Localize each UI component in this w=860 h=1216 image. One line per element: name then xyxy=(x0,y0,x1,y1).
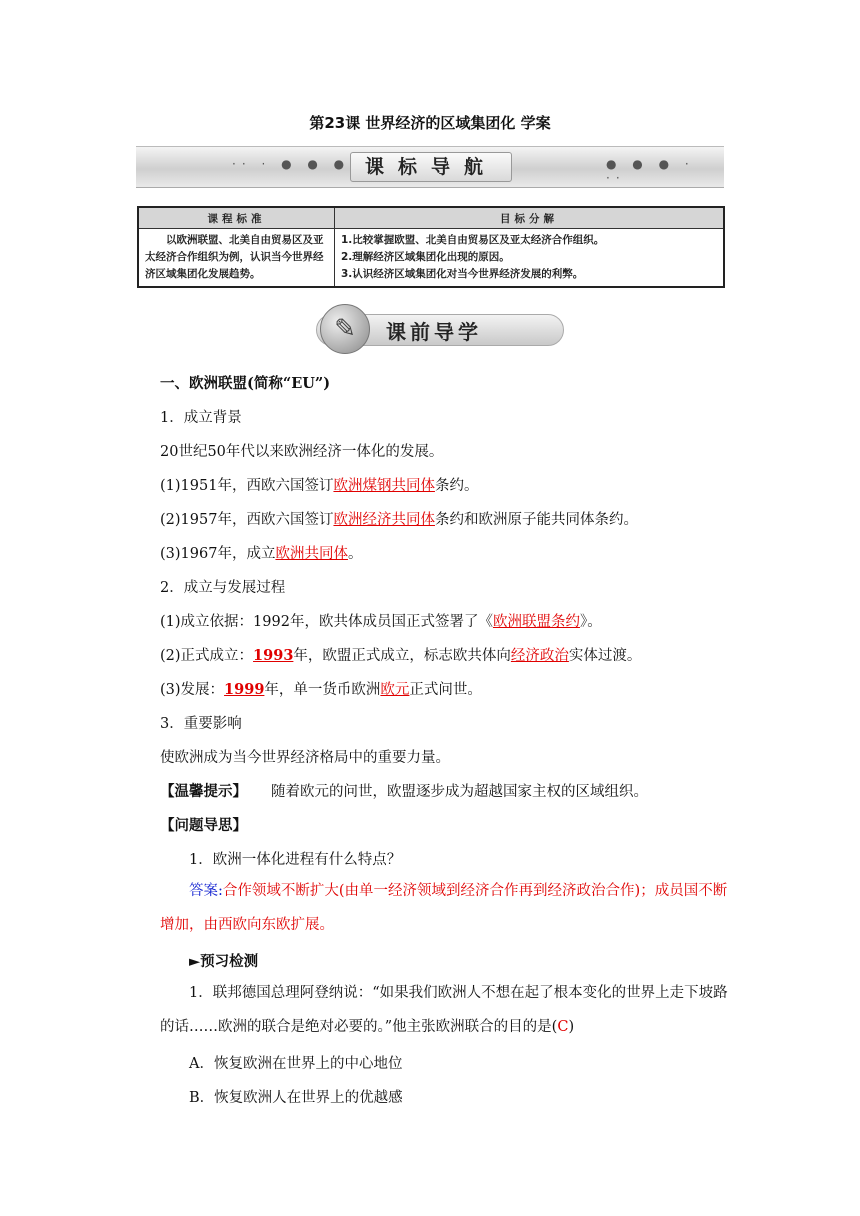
answer-label: 答案: xyxy=(189,883,223,899)
goal-item: 3.认识经济区域集团化对当今世界经济发展的利弊。 xyxy=(341,268,584,280)
page-title: 第23课 世界经济的区域集团化 学案 xyxy=(309,114,551,132)
subheading-process: 2．成立与发展过程 xyxy=(160,580,286,596)
question-text: 1．联邦德国总理阿登纳说：“如果我们欧洲人不想在起了根本变化的世界上走下坡路的话……欧洲的联合是绝对必要的。”他主张欧洲联合的目的是( xyxy=(160,985,728,1035)
multiple-choice-question xyxy=(160,976,730,1044)
list-item xyxy=(160,644,641,665)
answer xyxy=(160,874,730,942)
text: 正式问世。 xyxy=(409,682,482,698)
preview-study-banner xyxy=(296,300,566,356)
course-standard-banner xyxy=(136,146,724,188)
banner-dots-right: ● ● ● · ·· xyxy=(606,157,695,185)
text: 》。 xyxy=(579,614,602,630)
text: 年，欧盟正式成立，标志欧共体向 xyxy=(293,648,511,664)
list-item xyxy=(160,508,638,529)
banner-label: 课标导航 xyxy=(350,152,512,182)
section-heading: 一、欧洲联盟(简称“EU”) xyxy=(160,375,331,392)
text: (1)成立依据：1992年，欧共体成员国正式签署了《 xyxy=(160,614,493,630)
text: (3)发展： xyxy=(160,682,225,698)
text: (2)1957年，西欧六国签订 xyxy=(160,512,334,528)
answer-blank: 欧元 xyxy=(380,682,410,698)
answer-blank: 欧洲经济共同体 xyxy=(333,512,435,528)
answer-blank: 欧洲联盟条约 xyxy=(492,614,580,630)
option-a: A．恢复欧洲在世界上的中心地位 xyxy=(189,1056,403,1072)
text: 。 xyxy=(347,546,363,562)
answer-blank: 1999 xyxy=(224,681,265,698)
text: 实体过渡。 xyxy=(568,648,642,664)
standards-table xyxy=(137,206,725,288)
background-text: 20世纪50年代以来欧洲经济一体化的发展。 xyxy=(160,444,444,460)
option-b: B．恢复欧洲人在世界上的优越感 xyxy=(189,1090,403,1106)
check-heading: ►预习检测 xyxy=(189,953,259,970)
answer-blank: 经济政治 xyxy=(510,648,569,664)
think-heading: 【问题导思】 xyxy=(160,817,247,834)
answer-blank: 欧洲煤钢共同体 xyxy=(333,478,435,494)
answer-blank: 1993 xyxy=(253,647,294,664)
goal-item: 2.理解经济区域集团化出现的原因。 xyxy=(341,251,510,263)
books-icon: ✎ xyxy=(320,304,370,354)
text: (2)正式成立： xyxy=(160,648,254,664)
table-cell-goals xyxy=(335,229,725,288)
question-text: ) xyxy=(568,1019,575,1035)
banner-dots-left: ·· · ● ● ● xyxy=(232,157,351,171)
subheading-background: 1．成立背景 xyxy=(160,410,242,426)
answer-blank: 欧洲共同体 xyxy=(275,546,348,562)
goal-item: 1.比较掌握欧盟、北美自由贸易区及亚太经济合作组织。 xyxy=(341,234,605,246)
list-item xyxy=(160,542,362,563)
list-item xyxy=(160,610,602,631)
table-cell-standard: 以欧洲联盟、北美自由贸易区及亚太经济合作组织为例，认识当今世界经济区域集团化发展趋势。 xyxy=(138,229,335,288)
text: 条约。 xyxy=(434,478,479,494)
text: 条约和欧洲原子能共同体条约。 xyxy=(434,512,638,528)
banner-label: 课前导学 xyxy=(386,320,482,344)
question-answer: C xyxy=(557,1019,569,1035)
list-item xyxy=(160,678,482,699)
impact-text: 使欧洲成为当今世界经济格局中的重要力量。 xyxy=(160,750,450,766)
list-item xyxy=(160,474,478,495)
subheading-impact: 3．重要影响 xyxy=(160,716,242,732)
tip-label: 【温馨提示】 xyxy=(160,783,247,800)
text: (3)1967年，成立 xyxy=(160,546,276,562)
answer-text: 合作领域不断扩大(由单一经济领域到经济合作再到经济政治合作)；成员国不断增加，由西欧向东欧扩展。 xyxy=(160,883,728,933)
tip xyxy=(160,780,648,801)
question: 1．欧洲一体化进程有什么特点？ xyxy=(189,852,402,868)
table-header-standard: 课程标准 xyxy=(138,207,335,229)
text: 年，单一货币欧洲 xyxy=(264,682,381,698)
text: (1)1951年，西欧六国签订 xyxy=(160,478,334,494)
table-header-goals: 目标分解 xyxy=(335,207,725,229)
tip-text: 随着欧元的问世，欧盟逐步成为超越国家主权的区域组织。 xyxy=(271,784,648,800)
